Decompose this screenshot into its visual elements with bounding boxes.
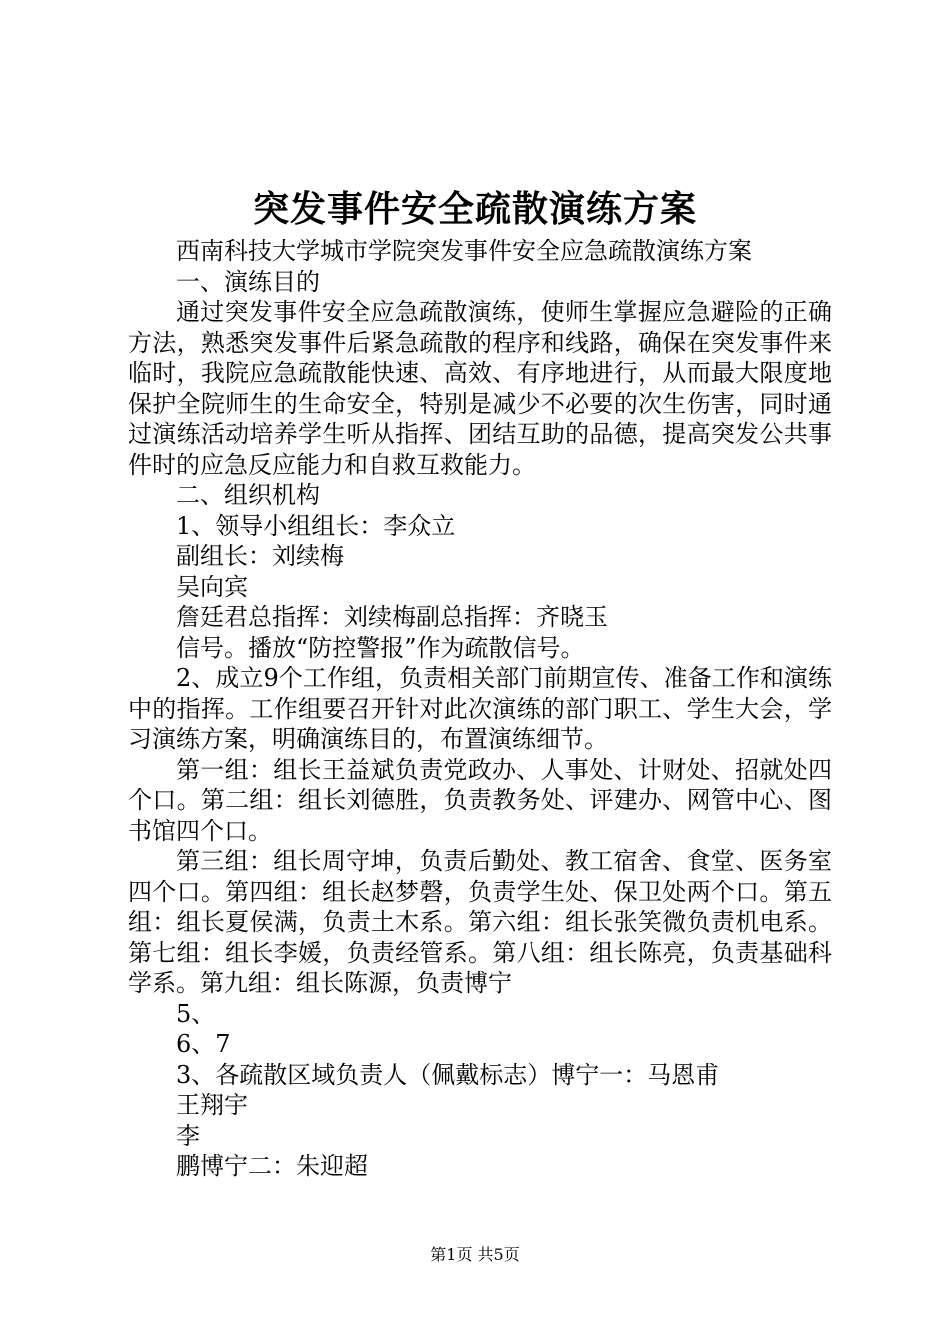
document-title: 突发事件安全疏散演练方案 bbox=[252, 188, 697, 230]
paragraph-item-6-7: 6、7 bbox=[176, 1030, 231, 1058]
document-body bbox=[128, 236, 832, 1182]
paragraph-working-groups: 2、成立9个工作组，负责相关部门前期宣传、准备工作和演练中的指挥。工作组要召开针对此次演练的部门职工、学生大会，学习演练方案，明确演练目的，布置演练细节。 bbox=[128, 664, 832, 753]
paragraph-deputy-leader: 副组长：刘续梅 bbox=[176, 542, 344, 570]
paragraph-member: 吴向宾 bbox=[176, 572, 248, 601]
paragraph-groups-three-nine: 第三组：组长周守坤，负责后勤处、教工宿舍、食堂、医务室四个口。第四组：组长赵梦磬，负责学生处、保卫处两个口。第五组：组长夏侯满，负责土木系。第六组：组长张笑微负责机电系。第七组：组长李媛，负责经管系。第八组：组长陈亮，负责基础科学系。第九组：组长陈源，负责博宁 bbox=[128, 847, 832, 997]
paragraph-signal: 信号。播放“防控警报”作为疏散信号。 bbox=[176, 633, 585, 662]
paragraph-heading-purpose: 一、演练目的 bbox=[176, 267, 320, 296]
paragraph-item-5: 5、 bbox=[176, 999, 216, 1028]
paragraph-groups-one-two: 第一组：组长王益斌负责党政办、人事处、计财处、招就处四个口。第二组：组长刘德胜，负责教务处、评建办、网管中心、图书馆四个口。 bbox=[128, 755, 832, 845]
paragraph-heading-organization: 二、组织机构 bbox=[176, 481, 320, 509]
page-indicator: 第1页 共5页 bbox=[430, 1245, 520, 1264]
paragraph-evacuation-leaders: 3、各疏散区域负责人（佩戴标志）博宁一：马恩甫 bbox=[176, 1060, 720, 1089]
paragraph-purpose: 通过突发事件安全应急疏散演练，使师生掌握应急避险的正确方法，熟悉突发事件后紧急疏散的程序和线路，确保在突发事件来临时，我院应急疏散能快速、高效、有序地进行，从而最大限度地保护全院师生的生命安全，特别是减少不必要的次生伤害，同时通过演练活动培养学生听从指挥、团结互助的品德，提高突发公共事件时的应急反应能力和自救互救能力。 bbox=[128, 298, 832, 479]
paragraph-name-3: 鹏博宁二：朱迎超 bbox=[176, 1152, 368, 1180]
paragraph-name-1: 王翔宇 bbox=[176, 1091, 248, 1119]
paragraph-name-2: 李 bbox=[176, 1121, 200, 1150]
paragraph-commanders: 詹廷君总指挥：刘续梅副总指挥：齐晓玉 bbox=[176, 603, 608, 631]
paragraph-leader: 1、领导小组组长：李众立 bbox=[176, 511, 456, 540]
paragraph-subtitle: 西南科技大学城市学院突发事件安全应急疏散演练方案 bbox=[176, 237, 752, 265]
